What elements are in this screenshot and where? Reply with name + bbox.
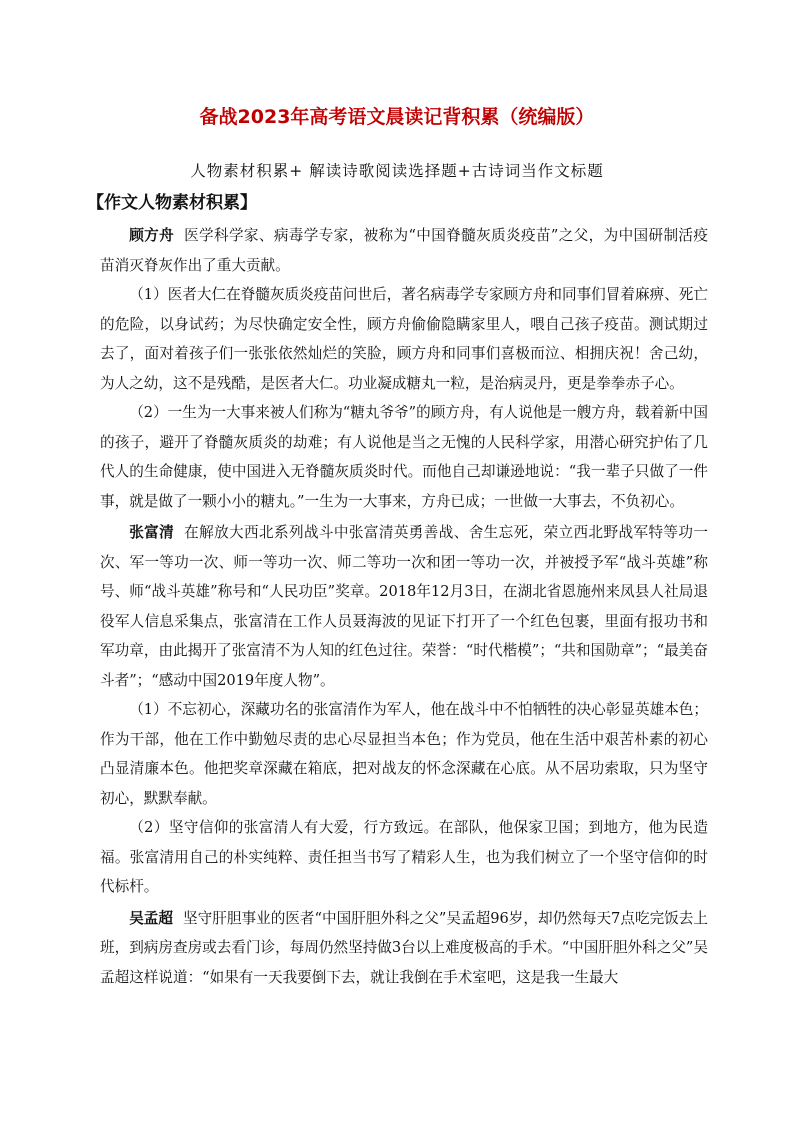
person-wu-mengchao bbox=[100, 904, 708, 993]
person-zhang-fuqing bbox=[100, 518, 708, 902]
person-point: （2）一生为一大事来被人们称为“糖丸爷爷”的顾方舟，有人说他是一艘方舟，载着新中国的孩子，避开了脊髓灰质炎的劫难；有人说他是当之无愧的人民科学家，用潜心研究护佑了几代人的生命健康，使中国进入无脊髓灰质炎时代。而他自己却谦逊地说：“我一辈子只做了一件事，就是做了一颗小小的糖丸。”一生为一大事来，方舟已成；一世做一大事去，不负初心。 bbox=[100, 404, 708, 510]
person-intro-paragraph bbox=[100, 221, 708, 280]
person-intro: 在解放大西北系列战斗中张富清英勇善战、舍生忘死，荣立西北野战军特等功一次、军一等功一次、师一等功一次、师二等功一次和团一等功一次，并被授予军“战斗英雄”称号、师“战斗英雄”称号和“人民功臣”奖章。2018年12月3日，在湖北省恩施州来凤县人社局退役军人信息采集点，张富清在工作人员聂海波的见证下打开了一个红色包裹，里面有报功书和军功章，由此揭开了张富清不为人知的红色过往。荣誉：“时代楷模”；“共和国勋章”；“最美奋斗者”；“感动中国2019年度人物”。 bbox=[100, 524, 708, 689]
section-heading: 【作文人物素材积累】 bbox=[87, 193, 257, 213]
person-point: （1）不忘初心，深藏功名的张富清作为军人，他在战斗中不怕牺牲的决心彰显英雄本色；作为干部，他在工作中勤勉尽责的忠心尽显担当本色；作为党员，他在生活中艰苦朴素的初心凸显清廉本色。他把奖章深藏在箱底，把对战友的怀念深藏在心底。从不居功索取，只为坚守初心，默默奉献。 bbox=[100, 701, 708, 807]
person-intro: 坚守肝胆事业的医者“中国肝胆外科之父”吴孟超96岁，却仍然每天7点吃完饭去上班，到病房查房或去看门诊，每周仍然坚持做3台以上难度极高的手术。“中国肝胆外科之父”吴孟超这样说道：“如果有一天我要倒下去，就让我倒在手术室吧，这是我一生最大 bbox=[100, 909, 708, 986]
person-name: 张富清 bbox=[129, 524, 175, 541]
person-point: （2）坚守信仰的张富清人有大爱，行方致远。在部队，他保家卫国；到地方，他为民造福。张富清用自己的朴实纯粹、责任担当书写了精彩人生，也为我们树立了一个坚守信仰的时代标杆。 bbox=[100, 819, 708, 895]
person-intro-paragraph bbox=[100, 518, 708, 695]
person-name: 顾方舟 bbox=[129, 227, 175, 244]
document-subtitle: 人物素材积累+ 解读诗歌阅读选择题+古诗词当作文标题 bbox=[190, 162, 604, 180]
person-intro: 医学科学家、病毒学专家，被称为“中国脊髓灰质炎疫苗”之父，为中国研制活疫苗消灭脊灰作出了重大贡献。 bbox=[100, 227, 708, 274]
person-gu-fangzhou bbox=[100, 221, 708, 516]
person-name: 吴孟超 bbox=[129, 909, 174, 927]
person-point: （1）医者大仁在脊髓灰质炎疫苗问世后，著名病毒学专家顾方舟和同事们冒着麻痹、死亡的危险，以身试药；为尽快确定安全性，顾方舟偷偷隐瞒家里人，喂自己孩子疫苗。测试期过去了，面对着孩子们一张张依然灿烂的笑脸，顾方舟和同事们喜极而泣、相拥庆祝！舍己幼，为人之幼，这不是残酷，是医者大仁。功业凝成糖丸一粒，是治病灵丹，更是拳拳赤子心。 bbox=[100, 286, 708, 392]
document-title: 备战2023年高考语文晨读记背积累（统编版） bbox=[199, 106, 595, 128]
person-intro-paragraph bbox=[100, 904, 708, 993]
